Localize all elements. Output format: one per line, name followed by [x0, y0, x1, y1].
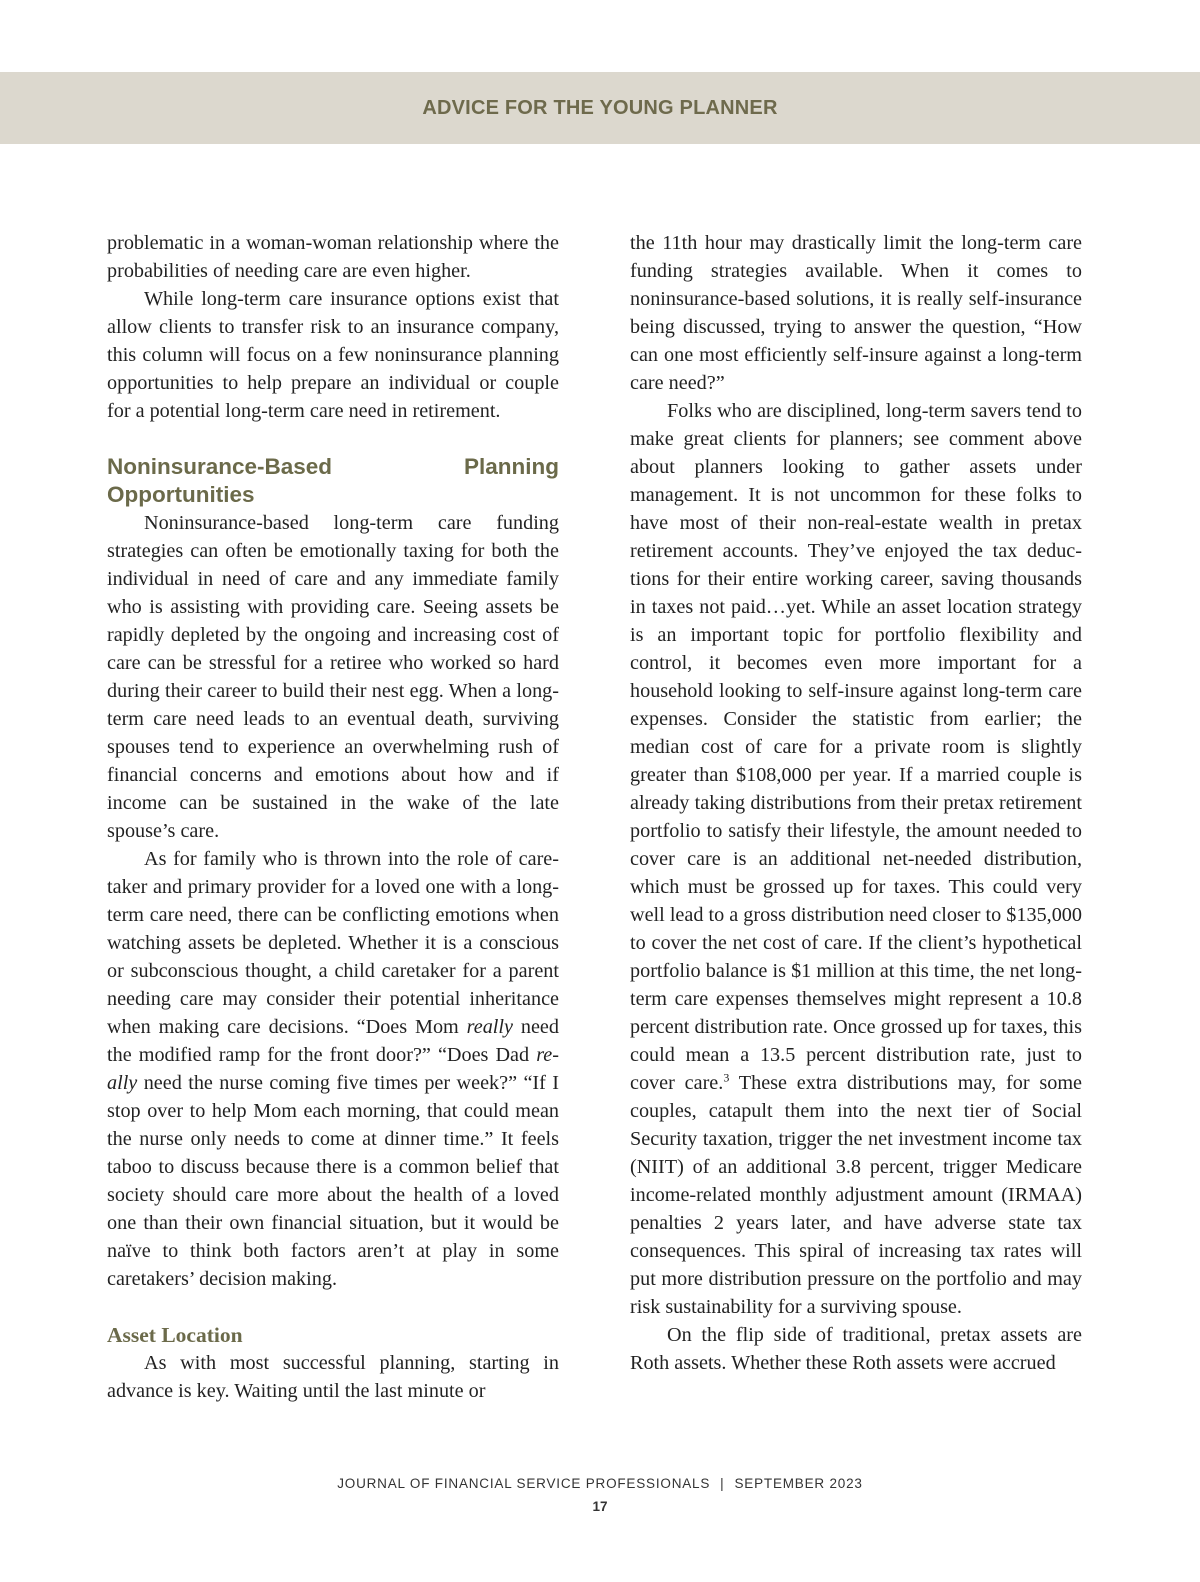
page-number: 17 — [592, 1499, 608, 1514]
paragraph: While long-term care insurance options exist that allow clients to transfer risk to an insurance company, this column will focus on a few noninsurance planning opportunities to help prepare an individual or couple for a potential long-term care need in retirement. — [107, 288, 559, 422]
journal-name: JOURNAL OF FINANCIAL SERVICE PROFESSIONALS — [337, 1476, 711, 1491]
section-title: ADVICE FOR THE YOUNG PLANNER — [422, 96, 778, 119]
right-column — [630, 229, 1082, 1377]
subsection-heading: Asset Location — [107, 1323, 243, 1347]
footer-line — [0, 1474, 1200, 1494]
footnote-ref: 3 — [723, 1070, 730, 1085]
paragraph: Noninsurance-based long-term care funding strategies can often be emotionally taxing for both the individual in need of care and any immediate family who is assisting with providing care. Seeing assets be rapidly depleted by the ongoing and increasing cost of care can be stressful for a retiree who worked so hard during their career to build their nest egg. When a long-term care need leads to an eventual death, surviving spouses tend to experience an overwhelming rush of financial concerns and emotions about how and if income can be sustained in the wake of the late spouse’s care. — [107, 512, 559, 842]
text-run: need the modified ramp for the front door?” “Does Dad — [107, 1016, 559, 1066]
page-footer — [0, 1474, 1200, 1517]
text-run: As for family who is thrown into the role of caretaker and primary provider for a loved one with a long-term care need, there can be conflicting emotions when watching assets be depleted. Whether it is a conscious or subconscious thought, a child caretaker for a parent needing care may consider their potential inheritance when making care decisions. “Does Mom — [107, 848, 559, 1038]
paragraph: As with most successful planning, starting in advance is key. Waiting until the last minute or — [107, 1352, 559, 1402]
text-run: Folks who are disciplined, long-term savers tend to make great clients for planners; see comment above about planners looking to gather assets under management. It is not uncommon for these folks to have most of their non-real-estate wealth in pretax retirement accounts. They’ve enjoyed the tax deductions for their entire working career, saving thousands in taxes not paid…yet. While an asset location strategy is an important topic for portfolio flexibility and control, it becomes even more important for a household looking to self-insure against long-term care expenses. Consider the statistic from earlier; the median cost of care for a private room is slightly greater than $108,000 per year. If a married couple is already taking distributions from their pretax retirement portfolio to satisfy their lifestyle, the amount needed to cover care is an additional net-needed distribution, which must be grossed up for taxes. This could very well lead to a gross distribution need closer to $135,000 to cover the net cost of care. If the client’s hypothetical portfolio balance is $1 million at this time, the net long-term care expenses themselves might represent a 10.8 percent distribution rate. Once grossed up for taxes, this could mean a 13.5 percent distribution rate, just to cover care. — [630, 400, 1082, 1094]
text-run: need the nurse coming five times per week?” “If I stop over to help Mom each morning, that could mean the nurse only needs to come at dinner time.” It feels taboo to discuss because there is a common belief that society should care more about the health of a loved one than their own financial situation, but it would be naïve to think both factors aren’t at play in some caretakers’ decision making. — [107, 1072, 559, 1290]
paragraph — [107, 845, 559, 1293]
paragraph — [630, 397, 1082, 1321]
left-column — [107, 229, 559, 1405]
section-banner — [0, 72, 1200, 144]
section-heading: Noninsurance-Based Planning Opportunities — [107, 454, 559, 507]
emphasis: really — [107, 1044, 559, 1094]
emphasis: really — [466, 1016, 513, 1038]
paragraph: problematic in a woman-woman relationship where the probabilities of needing care are even higher. — [107, 232, 559, 282]
text-run: These extra distributions may, for some couples, catapult them into the next tier of Social Security taxation, trigger the net investment income tax (NIIT) of an additional 3.8 percent, trigger Medicare income-related monthly adjustment amount (IRMAA) penalties 2 years later, and have adverse state tax consequences. This spiral of increasing tax rates will put more distribution pressure on the portfolio and may risk sustainability for a surviving spouse. — [630, 1072, 1083, 1318]
paragraph: On the flip side of traditional, pretax assets are Roth assets. Whether these Roth assets were accrued — [630, 1324, 1082, 1374]
footer-separator: | — [720, 1476, 725, 1491]
issue-date: SEPTEMBER 2023 — [734, 1476, 863, 1491]
paragraph: the 11th hour may drastically limit the long-term care funding strategies available. When it comes to noninsurance-based solutions, it is really self-insurance being discussed, trying to answer the question, “How can one most efficiently self-insure against a long-term care need?” — [630, 232, 1082, 394]
